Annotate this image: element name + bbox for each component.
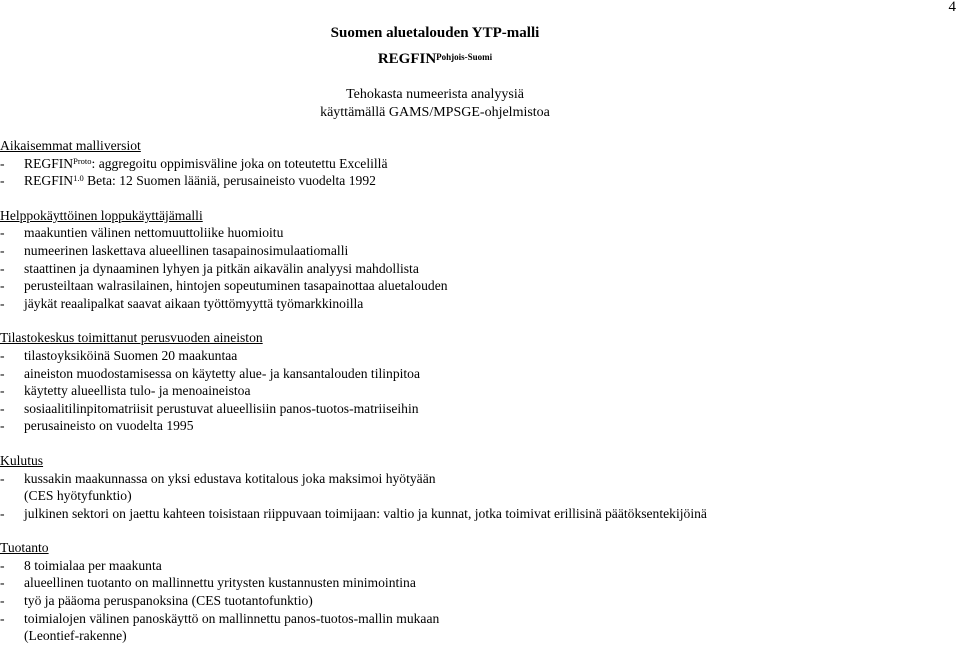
list-item-text: REGFIN [24,155,74,171]
tagline-line-2: käyttämällä GAMS/MPSGE-ohjelmistoa [320,104,550,120]
list-item [0,242,955,260]
list-item-text: (CES hyötyfunktio) [24,488,132,504]
bullet-dash: - [0,418,5,434]
list-item [0,470,955,488]
list-item [0,505,955,523]
document-title: Suomen aluetalouden YTP-malli [330,25,540,41]
list-item [0,295,955,313]
list-item-text: julkinen sektori on jaettu kahteen toisistaan riippuvaan toimijaan: valtio ja kunnat, jotka toimivat erillisinä päätöksentekijöinä [24,505,707,521]
list-item-continuation [0,627,955,645]
list-item-text: kussakin maakunnassa on yksi edustava kotitalous joka maksimoi hyötyään [24,470,436,486]
list-item [0,400,955,418]
section-heading: Kulutus [0,452,44,468]
bullet-dash: - [0,575,5,591]
list-item [0,365,955,383]
list-item-text: maakuntien välinen nettomuuttoliike huomioitu [24,225,284,241]
bullet-dash: - [0,593,5,609]
bullet-dash: - [0,347,5,363]
list-item-text: numeerinen laskettava alueellinen tasapainosimulaatiomalli [24,242,349,258]
list-item-continuation [0,487,955,505]
list-item-text: 8 toimialaa per maakunta [24,557,162,573]
list-item-text: aineiston muodostamisessa on käytetty alue- ja kansantalouden tilinpitoa [24,365,421,381]
list-item [0,417,955,435]
bullet-dash: - [0,365,5,381]
list-item-text: perusteiltaan walrasilainen, hintojen sopeutuminen tasapainottaa aluetalouden [24,278,448,294]
page-number: 4 [948,0,956,15]
tagline [0,86,870,121]
list-item [0,557,955,575]
bullet-dash: - [0,278,5,294]
bullet-dash: - [0,242,5,258]
list-item [0,155,955,173]
list-item-text: jäykät reaalipalkat saavat aikaan työttömyyttä työmarkkinoilla [24,295,364,311]
list-item-text: Beta: 12 Suomen lääniä, perusaineisto vuodelta 1992 [83,173,376,189]
bullet-dash: - [0,173,5,189]
list-item-text: toimialojen välinen panoskäyttö on mallinnettu panos-tuotos-mallin mukaan [24,610,440,626]
list-item [0,592,955,610]
tagline-line-1: Tehokasta numeerista analyysiä [346,87,524,102]
list-item-text: : aggregoitu oppimisväline joka on toteutettu Excelillä [91,155,388,171]
list-item-text: REGFIN [24,173,74,189]
bullet-dash: - [0,383,5,399]
list-item-text: työ ja pääoma peruspanoksina (CES tuotantofunktio) [24,593,313,609]
list-item [0,224,955,242]
document-body [0,137,955,645]
bullet-dash: - [0,470,5,486]
model-superscript: Pohjois-Suomi [436,52,493,62]
bullet-dash: - [0,505,5,521]
list-item-text: (Leontief-rakenne) [24,628,127,644]
section-heading: Tuotanto [0,540,49,556]
list-item [0,172,955,190]
section-heading: Tilastokeskus toimittanut perusvuoden aineiston [0,330,263,346]
section-heading: Aikaisemmat malliversiot [0,138,141,153]
list-item-text: staattinen ja dynaaminen lyhyen ja pitkän aikavälin analyysi mahdollista [24,260,419,276]
list-item [0,574,955,592]
list-item [0,260,955,278]
list-item-text: perusaineisto on vuodelta 1995 [24,418,194,434]
list-item [0,277,955,295]
model-name-text: REGFIN [377,51,437,67]
version-superscript: Proto [73,155,92,166]
bullet-dash: - [0,557,5,573]
version-superscript: 1.0 [73,173,84,184]
section-heading: Helppokäyttöinen loppukäyttäjämalli [0,207,203,223]
bullet-dash: - [0,260,5,276]
bullet-dash: - [0,225,5,241]
list-item [0,382,955,400]
bullet-dash: - [0,155,5,171]
model-name [0,49,870,69]
bullet-dash: - [0,400,5,416]
list-item-text: käytetty alueellista tulo- ja menoaineistoa [24,383,251,399]
bullet-dash: - [0,610,5,626]
list-item [0,347,955,365]
list-item [0,610,955,628]
list-item-text: tilastoyksiköinä Suomen 20 maakuntaa [24,347,238,363]
bullet-dash: - [0,295,5,311]
list-item-text: alueellinen tuotanto on mallinnettu yritysten kustannusten minimointina [24,575,416,591]
list-item-text: sosiaalitilinpitomatriisit perustuvat alueellisiin panos-tuotos-matriiseihin [24,400,419,416]
